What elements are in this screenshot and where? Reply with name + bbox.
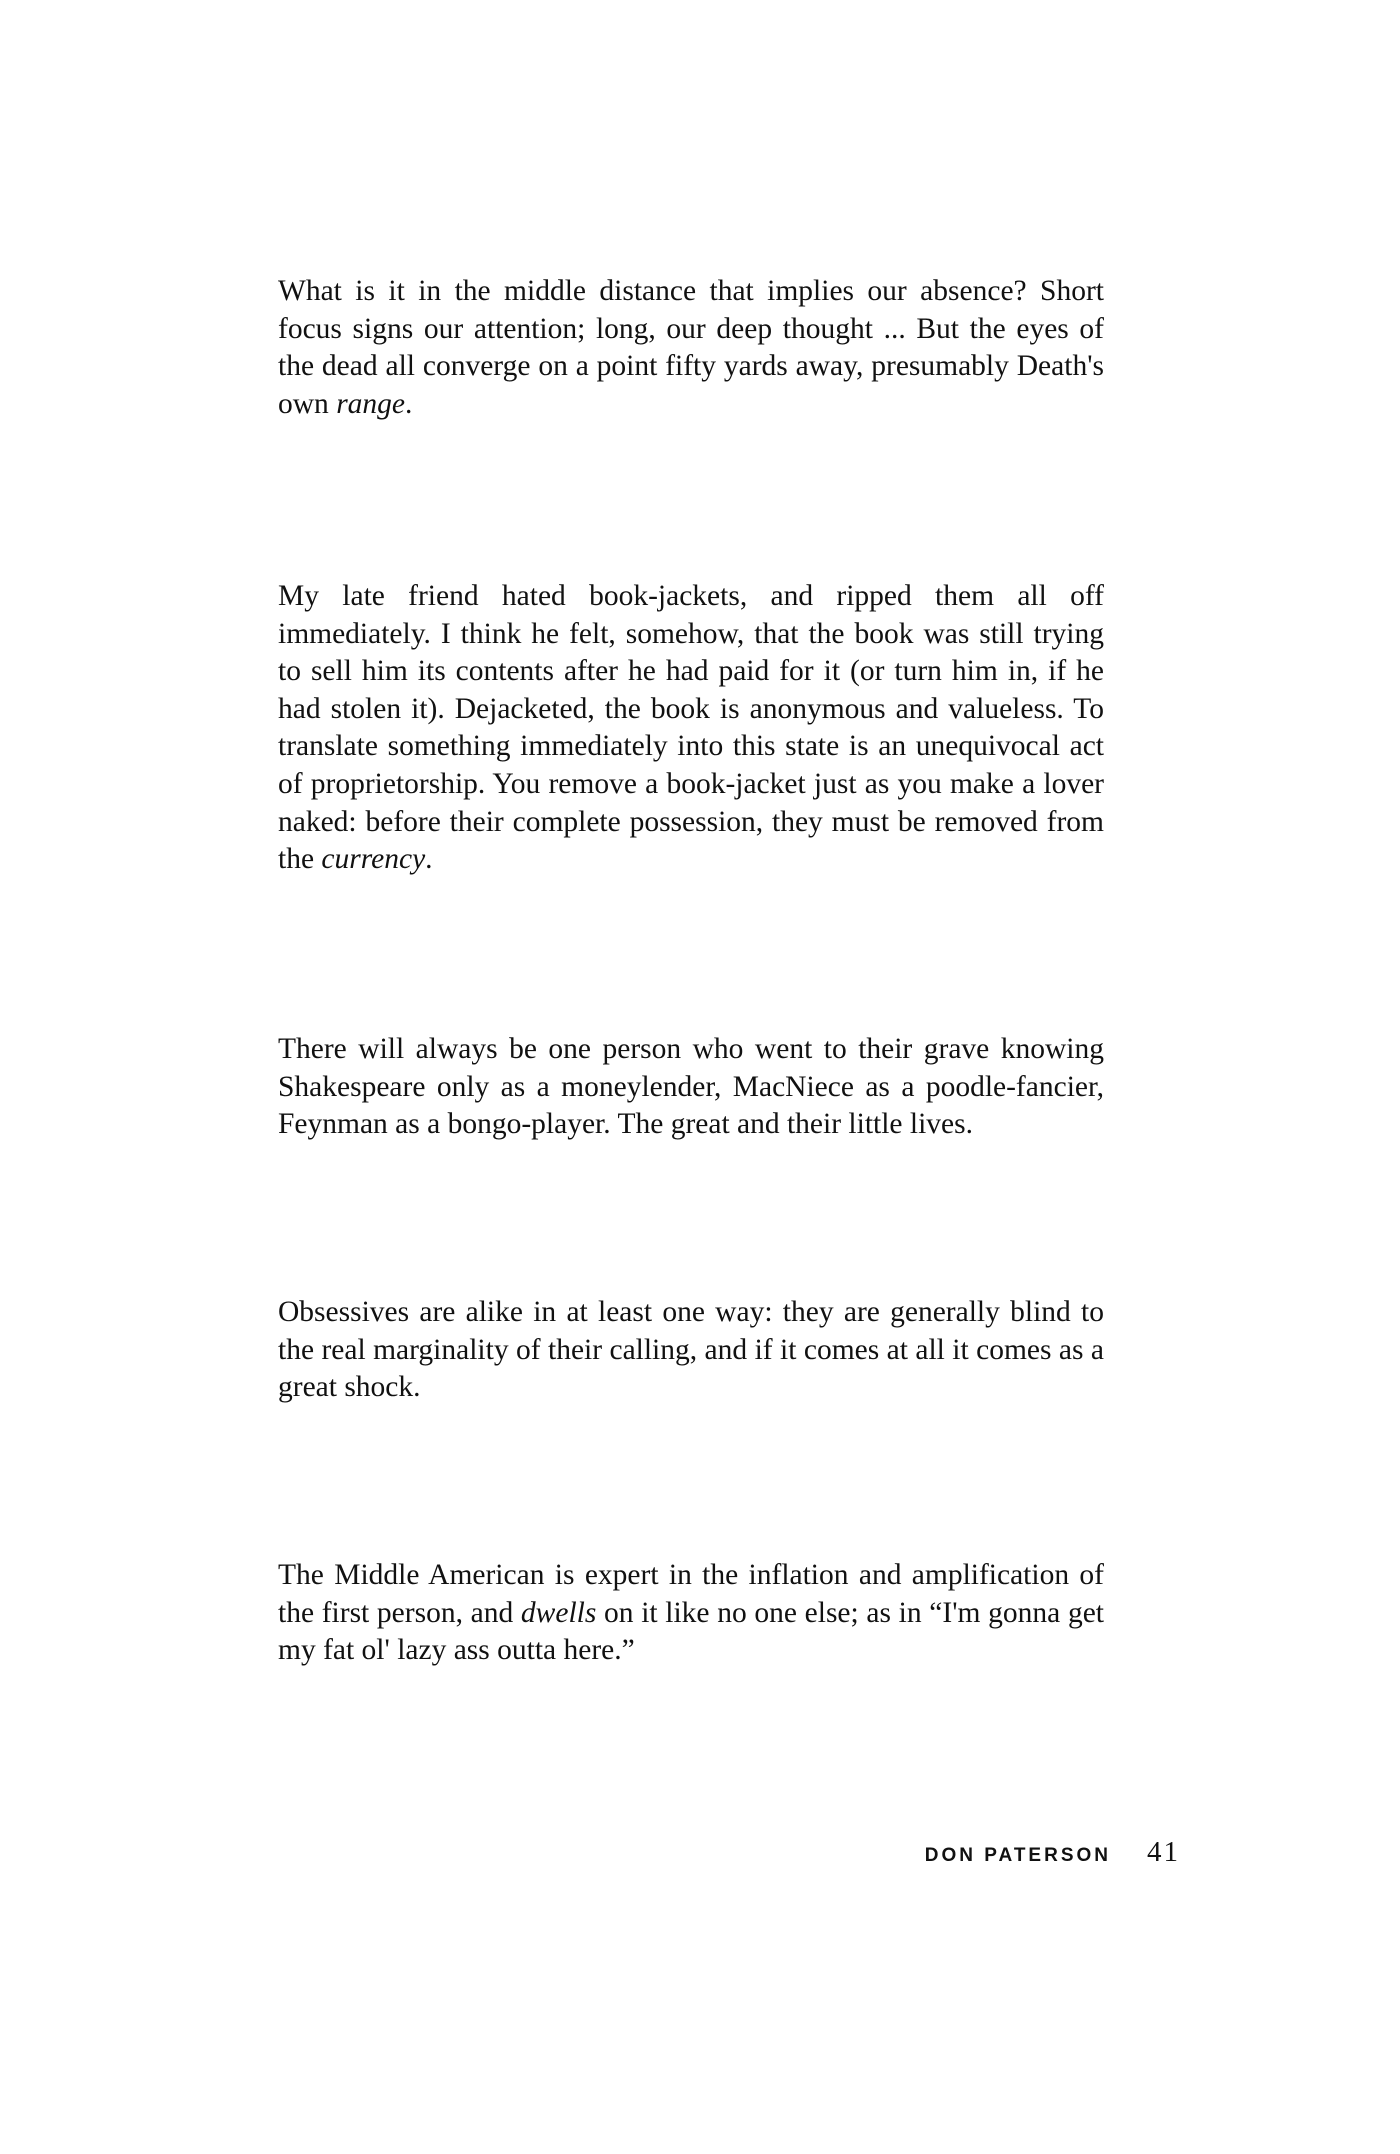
running-footer <box>925 1836 1180 1869</box>
paragraph-little-lives <box>278 1031 1104 1144</box>
paragraph-book-jackets <box>278 578 1104 879</box>
paragraph-middle-distance <box>278 273 1104 423</box>
paragraph-obsessives <box>278 1294 1104 1407</box>
paragraph-text: There will always be one person who went to their grave knowing Shakespeare only as a moneylender, MacNiece as a poodle-fancier, Feynman as a bongo-player. The great and their little lives. <box>278 1033 1104 1141</box>
paragraph-text: My late friend hated book-jackets, and ripped them all off immediately. I think he felt, somehow, that the book was still trying to sell him its contents after he had paid for it (or turn him in, if he had stolen it). Dejacketed, the book is anonymous and valueless. To translate something immediately into this state is an unequivocal act of proprietorship. You remove a book-jacket just as you make a lover naked: before their complete possession, they must be removed from the <box>278 580 1104 876</box>
paragraph-emphasis: currency <box>321 843 426 876</box>
paragraph-text: on it like no one else; as in “I'm gonna get my fat ol' lazy ass outta here.” <box>278 1596 1104 1667</box>
page-number: 41 <box>1147 1836 1180 1868</box>
paragraph-punctuation: . <box>405 387 413 420</box>
paragraph-punctuation: . <box>425 843 433 876</box>
paragraph-text: Obsessives are alike in at least one way: they are generally blind to the real marginality of their calling, and if it comes at all it comes as a great shock. <box>278 1296 1104 1404</box>
author-name: DON PATERSON <box>924 1845 1111 1866</box>
paragraph-middle-american <box>278 1557 1104 1670</box>
paragraph-text: The Middle American is expert in the inflation and amplification of the first person, and <box>278 1559 1104 1629</box>
paragraph-emphasis: dwells <box>520 1596 597 1629</box>
paragraph-emphasis: range <box>336 387 406 420</box>
paragraph-text: What is it in the middle distance that implies our absence? Short focus signs our attention; long, our deep thought ... But the eyes of the dead all converge on a point fifty yards away, presumably Death's own <box>278 275 1104 420</box>
